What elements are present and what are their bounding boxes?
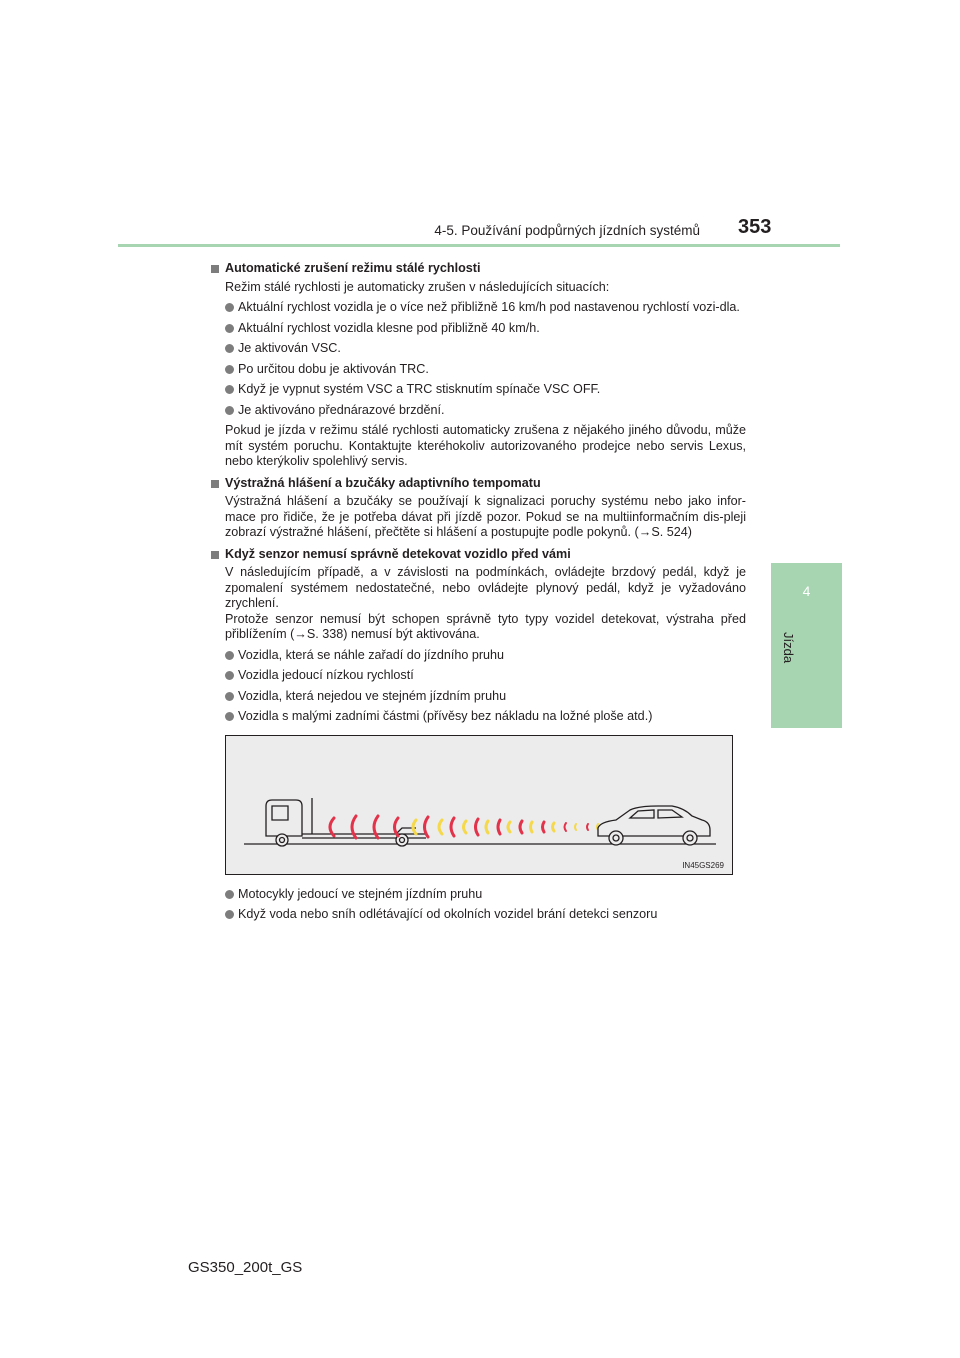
section-heading: Automatické zrušení režimu stálé rychlosti [211,261,746,277]
paragraph: Pokud je jízda v režimu stálé rychlosti automaticky zrušena z nějakého jiného důvodu, může mít systém poruchu. Kontaktujte kteréhokoliv autorizovaného prodejce nebo servis Lexus, nebo kterýkoliv spolehlivý servis. [225,423,746,468]
radar-waves [330,816,610,838]
circle-bullet-icon [225,303,234,312]
header-rule [118,244,840,247]
circle-bullet-icon [225,890,234,899]
list-item: Když je vypnut systém VSC a TRC stisknutím spínače VSC OFF. [225,382,746,398]
chapter-tab-number: 4 [802,583,811,599]
list-item: Je aktivován VSC. [225,341,746,357]
chapter-title: 4-5. Používání podpůrných jízdních systémů [434,223,700,238]
page-content [211,255,746,928]
circle-bullet-icon [225,651,234,660]
model-code: GS350_200t_GS [188,1259,303,1276]
truck-icon [266,798,426,846]
paragraph: Protože senzor nemusí být schopen správně tyto typy vozidel detekovat, výstraha před přiblížením (→S. 338) nemusí být aktivována. [225,611,746,641]
list-item: Když voda nebo sníh odlétávající od okolních vozidel brání detekci senzoru [225,907,746,923]
list-item: Vozidla, která se náhle zařadí do jízdního pruhu [225,648,746,664]
list-item: Po určitou dobu je aktivován TRC. [225,362,746,378]
list-item: Motocykly jedoucí ve stejném jízdním pruhu [225,887,746,903]
circle-bullet-icon [225,910,234,919]
chapter-tab-label: Jízda [781,632,796,664]
page-number: 353 [738,216,772,238]
circle-bullet-icon [225,344,234,353]
circle-bullet-icon [225,324,234,333]
square-bullet-icon [211,551,219,559]
circle-bullet-icon [225,671,234,680]
paragraph: V následujícím případě, a v závislosti na podmínkách, ovládejte brzdový pedál, když je zpomalení systémem nedostatečné, nebo ovládejte plynový pedál, když je vyžadováno zrychlení. [225,565,746,610]
circle-bullet-icon [225,365,234,374]
list-item: Je aktivováno přednárazové brzdění. [225,403,746,419]
list-item: Vozidla s malými zadními částmi (přívěsy bez nákladu na ložné ploše atd.) [225,709,746,725]
figure-code: IN45GS269 [682,860,724,870]
paragraph: Výstražná hlášení a bzučáky se používají k signalizaci poruchy systému nebo jako infor-mace pro řidiče, že je potřeba dávat při jízdě pozor. Pokud se na multiinformačním dis-pleji zobrazí výstražné hlášení, přečtěte si hlášení a postupujte podle pokynů. (→S. 524) [225,494,746,539]
car-icon [598,806,710,845]
circle-bullet-icon [225,692,234,701]
radar-illustration-svg [226,736,732,874]
list-item: Vozidla jedoucí nízkou rychlostí [225,668,746,684]
section-heading: Když senzor nemusí správně detekovat vozidlo před vámi [211,547,746,563]
section-heading: Výstražná hlášení a bzučáky adaptivního tempomatu [211,476,746,492]
list-item: Aktuální rychlost vozidla je o více než přibližně 16 km/h pod nastavenou rychlostí vozi-dla. [225,300,746,316]
paragraph: Režim stálé rychlosti je automaticky zrušen v následujících situacích: [225,279,610,294]
square-bullet-icon [211,480,219,488]
radar-illustration [225,735,733,875]
circle-bullet-icon [225,385,234,394]
list-item: Aktuální rychlost vozidla klesne pod přibližně 40 km/h. [225,321,746,337]
square-bullet-icon [211,265,219,273]
circle-bullet-icon [225,406,234,415]
circle-bullet-icon [225,712,234,721]
list-item: Vozidla, která nejedou ve stejném jízdním pruhu [225,689,746,705]
